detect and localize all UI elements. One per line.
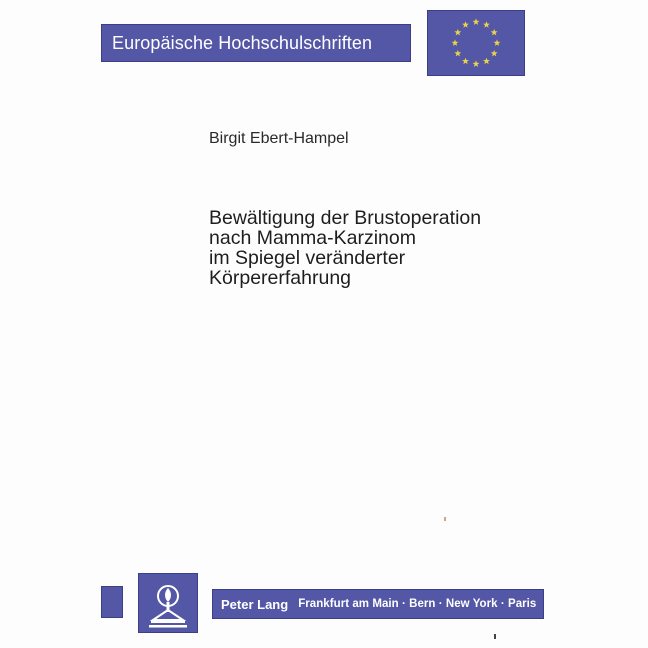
title-line: Bewältigung der Brustoperation	[209, 207, 482, 229]
title-line: Körpererfahrung	[209, 267, 352, 289]
print-speck	[444, 517, 446, 521]
publisher-name: Peter Lang	[221, 596, 289, 612]
star-icon	[491, 50, 498, 57]
print-speck	[494, 634, 496, 639]
book-title	[209, 208, 589, 288]
publisher-banner	[212, 589, 544, 619]
series-title: Europäische Hochschulschriften	[112, 32, 373, 53]
publisher-cities: Frankfurt am Main · Bern · New York · Paris	[298, 598, 537, 610]
star-icon	[462, 58, 469, 65]
star-icon	[491, 29, 498, 36]
star-icon	[473, 18, 480, 25]
title-line: im Spiegel veränderter	[209, 247, 406, 269]
star-icon	[483, 21, 490, 28]
star-icon	[473, 60, 480, 67]
author-name: Birgit Ebert-Hampel	[209, 130, 349, 147]
decorative-square	[101, 586, 123, 618]
star-icon	[454, 50, 461, 57]
star-icon	[452, 39, 459, 46]
publisher-logo-icon	[138, 573, 198, 633]
series-banner	[101, 24, 411, 62]
star-icon	[462, 21, 469, 28]
star-icon	[494, 39, 501, 46]
star-icon	[454, 29, 461, 36]
title-line: nach Mamma-Karzinom	[209, 227, 416, 249]
eu-flag-icon	[427, 10, 525, 76]
star-icon	[483, 58, 490, 65]
